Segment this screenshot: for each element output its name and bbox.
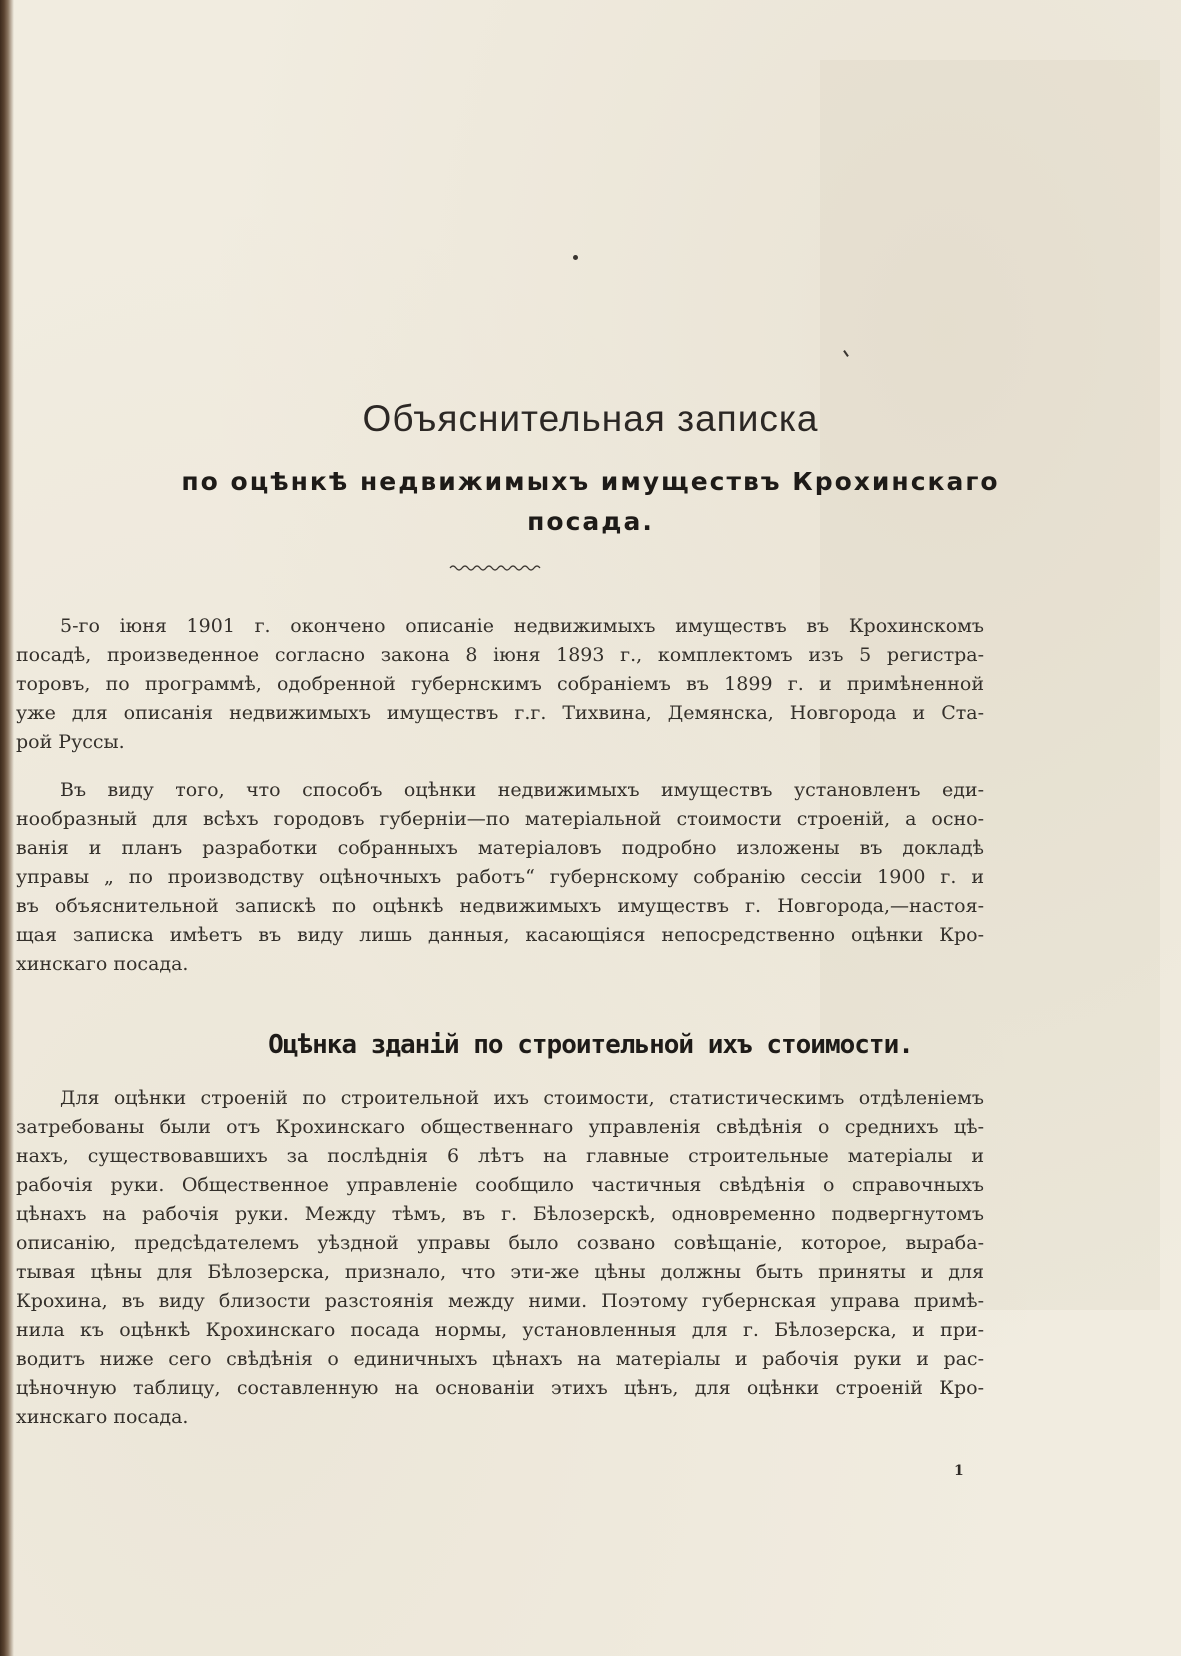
text-line: посадѣ, произведенное согласно закона 8 іюня 1893 г., комплектомъ изъ 5 регистра- — [16, 644, 984, 666]
text-line: цѣнахъ на рабочія руки. Между тѣмъ, въ г. Бѣлозерскѣ, одновременно подвергнутомъ — [16, 1203, 984, 1225]
document-subtitle — [40, 462, 1141, 542]
text-line: цѣночную таблицу, составленную на основаніи этихъ цѣнъ, для оцѣнки строеній Кро- — [16, 1377, 984, 1399]
text-line: рой Руссы. — [16, 731, 125, 753]
paragraph-2 — [16, 776, 984, 979]
stray-dot-mark — [573, 255, 578, 260]
text-line: затребованы были отъ Крохинскаго общественнаго управленія свѣдѣнія о среднихъ цѣ- — [16, 1116, 984, 1138]
text-line: рабочія руки. Общественное управленіе сообщило частичныя свѣдѣнія о справочныхъ — [16, 1174, 984, 1196]
text-line: ванія и планъ разработки собранныхъ матеріаловъ подробно изложены въ докладѣ — [16, 837, 984, 859]
text-line: водитъ ниже сего свѣдѣнія о единичныхъ цѣнахъ на матеріалы и рабочія руки и рас- — [16, 1348, 984, 1370]
text-line: описанію, предсѣдателемъ уѣздной управы было созвано совѣщаніе, которое, выраба- — [16, 1232, 984, 1254]
text-line: тывая цѣны для Бѣлозерска, признало, что эти-же цѣны должны быть приняты и для — [16, 1261, 984, 1283]
document-title: Объяснительная записка — [362, 398, 819, 439]
text-line: Въ виду того, что способъ оцѣнки недвижимыхъ имуществъ установленъ еди- — [60, 779, 984, 801]
page-number: 1 — [954, 1463, 964, 1479]
text-line: нахъ, существовавшихъ за послѣднія 6 лѣтъ на главные строительные матеріалы и — [16, 1145, 984, 1167]
text-line: Для оцѣнки строеній по строительной ихъ стоимости, статистическимъ отдѣленіемъ — [60, 1087, 984, 1109]
paragraph-1 — [16, 612, 984, 757]
subtitle-line-2: посада. — [527, 507, 654, 536]
text-line: Крохина, въ виду близости разстоянія между ними. Поэтому губернская управа примѣ- — [16, 1290, 984, 1312]
paragraph-3 — [16, 1084, 984, 1432]
text-line: въ объяснительной запискѣ по оцѣнкѣ недвижимыхъ имуществъ г. Новгорода,—настоя- — [16, 895, 984, 917]
subtitle-line-1: по оцѣнкѣ недвижимыхъ имуществъ Крохинскаго — [181, 467, 1000, 496]
section-heading: Оцѣнка зданій по строительной ихъ стоимости. — [268, 1030, 913, 1060]
text-line: 5-го іюня 1901 г. окончено описаніе недвижимыхъ имуществъ въ Крохинскомъ — [60, 615, 984, 637]
wavy-divider-ornament — [448, 562, 544, 574]
text-line: нообразный для всѣхъ городовъ губерніи—по матеріальной стоимости строеній, а осно- — [16, 808, 984, 830]
binding-edge — [0, 0, 14, 1656]
text-line: торовъ, по программѣ, одобренной губернскимъ собраніемъ въ 1899 г. и примѣненной — [16, 673, 984, 695]
text-line: хинскаго посада. — [16, 1406, 189, 1428]
text-line: уже для описанія недвижимыхъ имуществъ г.г. Тихвина, Демянска, Новгорода и Ста- — [16, 702, 984, 724]
text-line: щая записка имѣетъ въ виду лишь данныя, касающіяся непосредственно оцѣнки Кро- — [16, 924, 984, 946]
text-line: нила къ оцѣнкѣ Крохинскаго посада нормы, установленныя для г. Бѣлозерска, и при- — [16, 1319, 984, 1341]
text-line: управы „ по производству оцѣночныхъ работъ“ губернскому собранію сессіи 1900 г. и — [16, 866, 984, 888]
text-line: хинскаго посада. — [16, 953, 189, 975]
